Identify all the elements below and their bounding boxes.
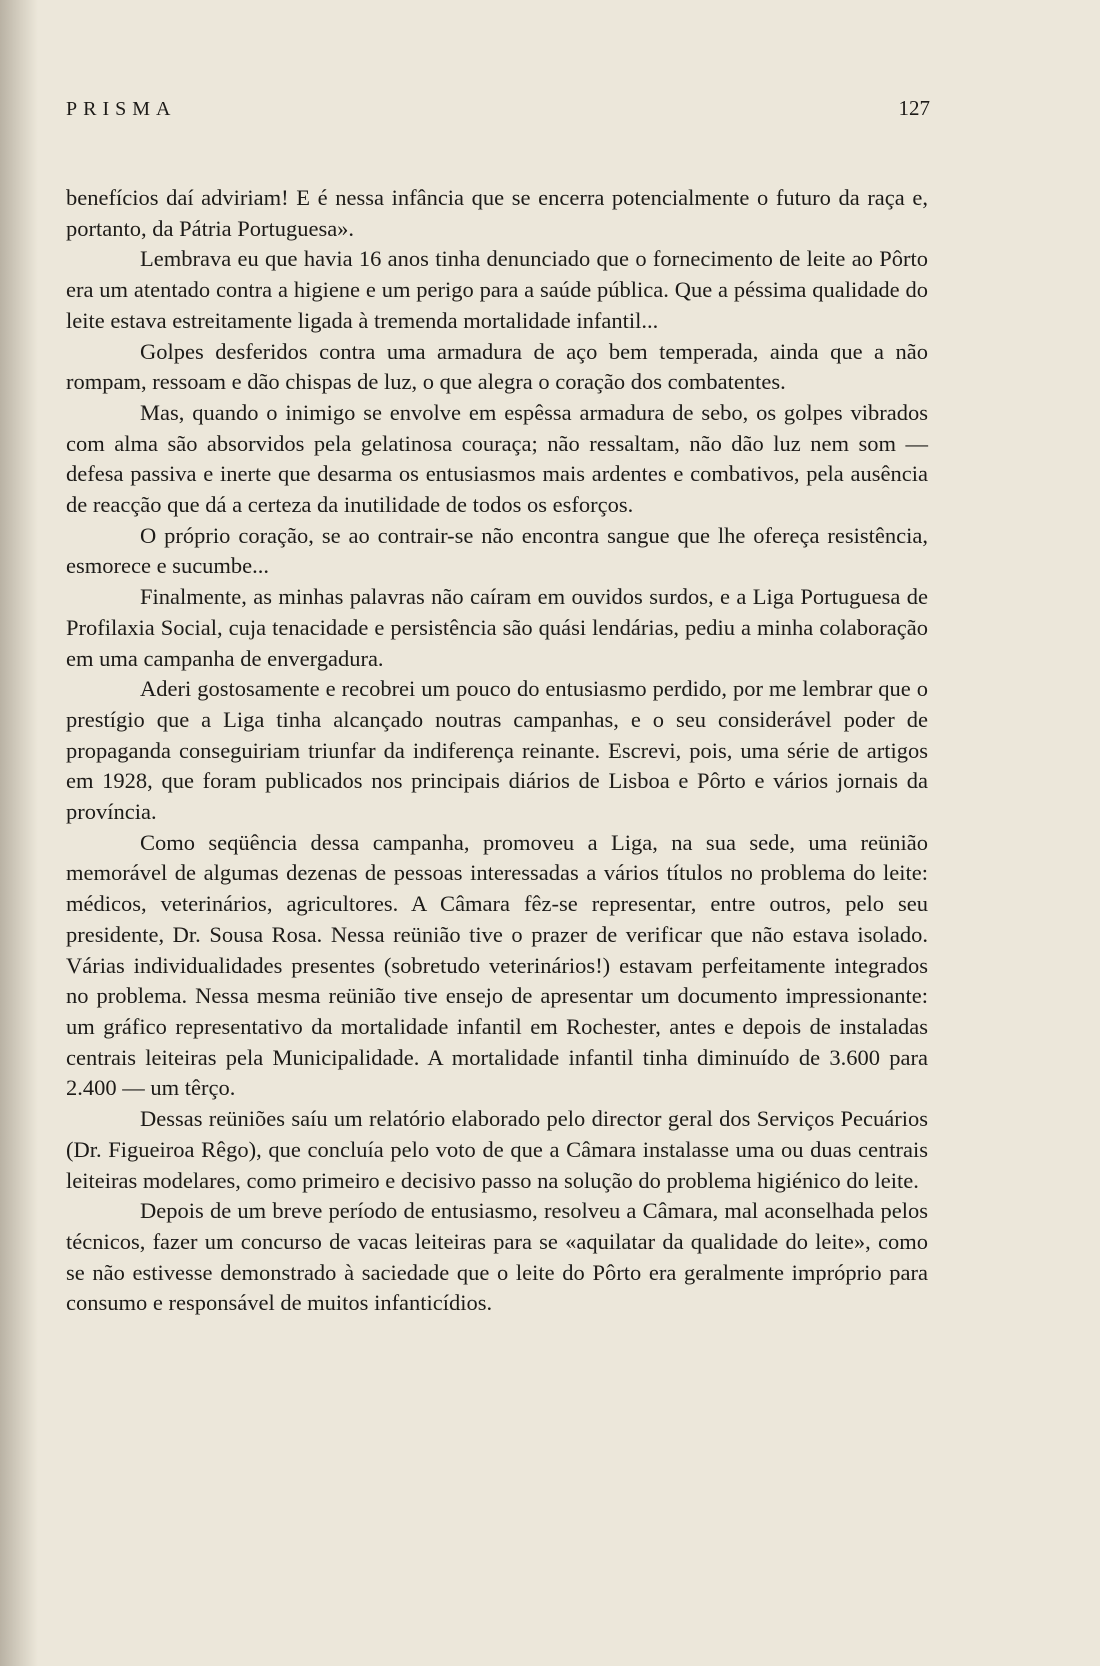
paragraph: Lembrava eu que havia 16 anos tinha denunciado que o fornecimento de leite ao Pôrto era um atentado contra a higiene e um perigo para a saúde pública. Que a péssima qualidade do leite estava estreitamente ligada à tremenda mortalidade infantil... [66,246,928,333]
page-gutter-shadow [0,0,38,1666]
page-number: 127 [898,96,930,120]
paragraph: O próprio coração, se ao contrair-se não encontra sangue que lhe ofereça resistência, esmorece e sucumbe... [66,522,928,579]
paragraph: Dessas reüniões saíu um relatório elaborado pelo director geral dos Serviços Pecuários (Dr. Figueiroa Rêgo), que concluía pelo voto de que a Câmara instalasse uma ou duas centrais leiteiras modelares, como primeiro e decisivo passo na solução do problema higiénico do leite. [66,1106,928,1193]
paragraph: Golpes desferidos contra uma armadura de aço bem temperada, ainda que a não rompam, ressoam e dão chispas de luz, o que alegra o coração dos combatentes. [66,338,928,395]
body-text [66,183,928,1319]
paragraph: Mas, quando o inimigo se envolve em espêssa armadura de sebo, os golpes vibrados com alma são absorvidos pela gelatinosa couraça; não ressaltam, não dão luz nem som — defesa passiva e inerte que desarma os entusiasmos mais ardentes e combativos, pela ausência de reacção que dá a certeza da inutilidade de todos os esforços. [66,399,928,518]
page-header [66,96,930,121]
running-title: PRISMA [66,98,177,120]
paragraph-continued: benefícios daí adviriam! E é nessa infância que se encerra potencialmente o futuro da raça e, portanto, da Pátria Portuguesa». [66,185,928,241]
paragraph: Depois de um breve período de entusiasmo, resolveu a Câmara, mal aconselhada pelos técnicos, fazer um concurso de vacas leiteiras para se «aquilatar da qualidade do leite», como se não estivesse demonstrado à saciedade que o leite do Pôrto era geralmente impróprio para consumo e responsável de muitos infanticídios. [66,1198,928,1316]
paragraph: Como seqüência dessa campanha, promoveu a Liga, na sua sede, uma reünião memorável de algumas dezenas de pessoas interessadas a vários títulos no problema do leite: médicos, veterinários, agricultores. A Câmara fêz-se representar, entre outros, pelo seu presidente, Dr. Sousa Rosa. Nessa reünião tive o prazer de verificar que não estava isolado. Várias individualidades presentes (sobretudo veterinários!) estavam perfeitamente integrados no problema. Nessa mesma reünião tive ensejo de apresentar um documento impressionante: um gráfico representativo da mortalidade infantil em Rochester, antes e depois de instaladas centrais leiteiras pela Municipalidade. A mortalidade infantil tinha diminuído de 3.600 para 2.400 — um têrço. [66,829,928,1101]
paragraph: Aderi gostosamente e recobrei um pouco do entusiasmo perdido, por me lembrar que o prestígio que a Liga tinha alcançado noutras campanhas, e o seu considerável poder de propaganda conseguiriam triunfar da indiferença reinante. Escrevi, pois, uma série de artigos em 1928, que foram publicados nos principais diários de Lisboa e Pôrto e vários jornais da província. [66,676,928,825]
paragraph: Finalmente, as minhas palavras não caíram em ouvidos surdos, e a Liga Portuguesa de Profilaxia Social, cuja tenacidade e persistência são quási lendárias, pediu a minha colaboração em uma campanha de envergadura. [66,584,928,671]
